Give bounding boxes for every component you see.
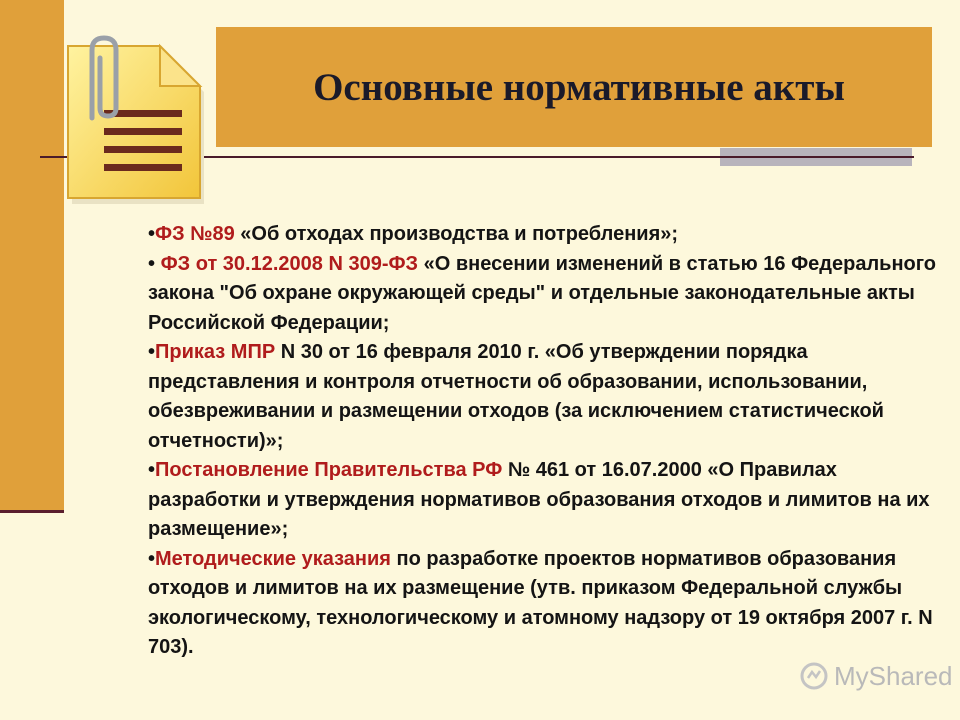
acts-list — [148, 220, 938, 663]
item-text: № 461 от 16.07.2000 «О Правилах разработки и утверждения нормативов образования отходов и лимитов на их размещение»; — [148, 459, 930, 540]
list-item — [148, 545, 938, 663]
bullet: • — [148, 341, 156, 363]
item-highlight: ФЗ от 30.12.2008 N 309-ФЗ — [160, 252, 419, 275]
bullet: • — [148, 459, 156, 481]
watermark — [800, 656, 953, 696]
left-accent-bar — [0, 0, 64, 513]
bullet: • — [148, 547, 156, 570]
item-highlight: Постановление Правительства РФ — [155, 459, 503, 481]
list-item — [148, 220, 938, 250]
title-banner — [216, 27, 932, 147]
item-highlight: Методические указания — [155, 547, 391, 570]
list-item — [148, 338, 938, 456]
watermark-text: MyShared — [834, 660, 953, 691]
item-text: N 30 от 16 февраля 2010 г. «Об утверждении порядка представления и контроля отчетности об образовании, использовании, обезвреживании и размещении отходов (за исключением статистической отчетности)»; — [148, 341, 884, 452]
document-paperclip-icon — [60, 28, 210, 208]
myshared-logo-icon — [800, 662, 828, 690]
item-text: «О внесении изменений в статью 16 Федерального закона "Об охране окружающей среды" и отдельные законодательные акты Российской Федерации; — [148, 252, 937, 334]
list-item — [148, 250, 938, 339]
item-text: «Об отходах производства и потребления»; — [234, 223, 679, 245]
page-title: Основные нормативные акты — [313, 65, 845, 109]
item-highlight: Приказ МПР — [155, 341, 276, 363]
list-item — [148, 456, 938, 545]
bullet: • — [148, 252, 161, 275]
item-highlight: ФЗ №89 — [155, 223, 235, 245]
item-text: по разработке проектов нормативов образования отходов и лимитов на их размещение (утв. приказом Федеральной службы экологическому, технологическому и атомному надзору от 19 октября 2007 г. N 703). — [148, 547, 933, 658]
bullet: • — [148, 223, 156, 245]
left-bar-underline — [0, 510, 64, 513]
